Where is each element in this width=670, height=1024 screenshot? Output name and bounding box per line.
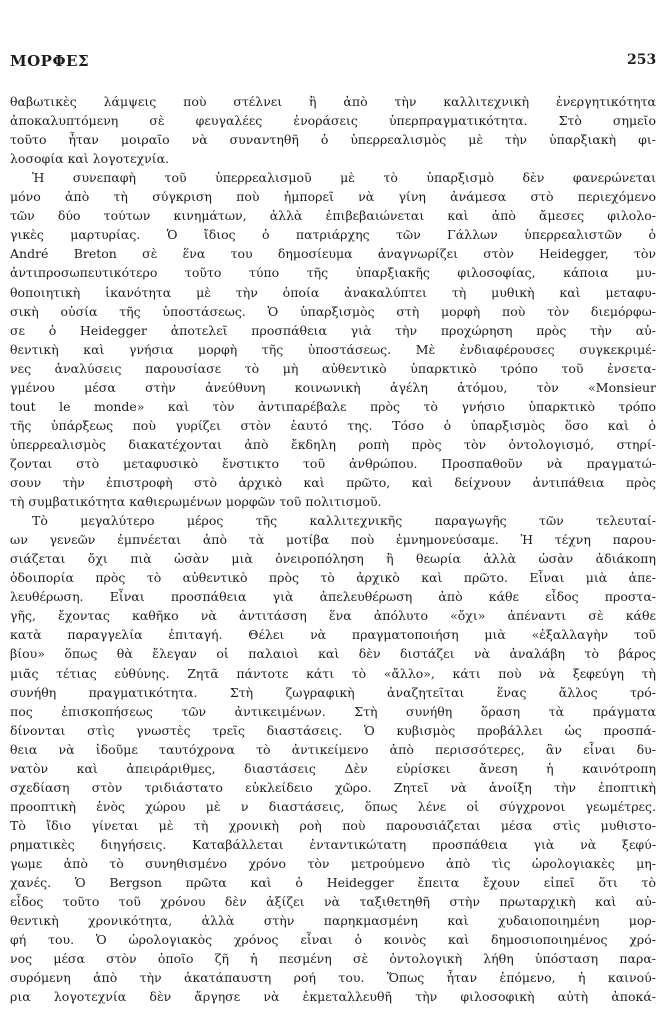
text-line: θαβωτικὲς λάμψεις ποὺ στέλνει ἢ ἀπὸ τὴν καλλιτεχνικὴ ἐνεργητικότητα — [10, 94, 656, 109]
text-line: ἀποκαλυπτόμενη σὲ φευγαλέες ἐνοράσεις ὑπερπραγματικότητα. Στὸ σημεῖο — [10, 113, 656, 129]
text-line: συρόμενη ἀπὸ τὴν ἀκατάπαυστη ροή του. Ὅπως ἦταν ἑπόμενο, ἡ καινού- — [10, 970, 656, 986]
text-line: κατὰ παραγγελία ἐπιταγή. Θέλει νὰ πραγματοποιήση μιὰ «ἐξαλλαγὴν τοῦ — [10, 627, 656, 643]
text-line: ὁδοιπορία πρὸς τὸ αὐθεντικὸ πρὸς τὸ ἀρχικὸ καὶ πρῶτο. Εἶναι μιὰ ἀπε- — [10, 570, 656, 586]
text-line: ζονται στὸ μεταφυσικὸ ἔνστικτο τοῦ ἀνθρώπου. Προσπαθοῦν νὰ πραγματώ- — [10, 455, 656, 471]
text-line: πος ἐπισκοπήσεως τῶν ἀντικειμένων. Στὴ συνήθη ὅραση τὰ πράγματα — [10, 703, 656, 719]
text-line: tout le monde» καὶ τὸν ἀντιπαρέβαλε πρὸς τὸ γνήσιο ὑπαρκτικὸ τρόπο — [10, 398, 656, 414]
text-line: σχεδίαση στὸν τριδιάστατο εὐκλείδειο χῶρο. Ζητεῖ νὰ ἀνοίξη τὴν ἐποπτικὴ — [10, 779, 656, 795]
text-line: γμένου μέσα στὴν ἀνεύθυνη κοινωνικὴ ἀγέλη ἀτόμου, τὸν «Monsieur — [10, 379, 656, 395]
text-line: σιάζεται ὄχι πιὰ ὡσὰν μιὰ ὀνειροπόληση ἢ θεωρία ἀλλὰ ὡσὰν ἀδιάκοπη — [10, 551, 656, 567]
text-line: ρια λογοτεχνία δὲν ἄργησε νὰ ἐκμεταλλευθῆ τὴν φιλοσοφικὴ αὐτὴ ἀποκά- — [10, 989, 656, 1005]
text-line: Τὸ ἴδιο γίνεται μὲ τὴ χρονικὴ ροὴ ποὺ παρουσιάζεται μέσα στὶς μυθιστο- — [10, 817, 656, 833]
text-line: τοῦτο ἦταν μοιραῖο νὰ συναντηθῆ ὁ ὑπερρεαλισμὸς μὲ τὴν ὑπαρξιακὴ φι- — [10, 132, 656, 148]
text-line: ὑπερρεαλισμὸς διακατέχονται ἀπὸ ἔκδηλη ροπὴ πρὸς τὸν ὀντολογισμό, στηρί- — [10, 436, 656, 452]
text-line: θεντικὴ χρονικότητα, ἀλλὰ στὴν παρηκμασμένη καὶ χυδαιοποιημένη μορ- — [10, 913, 656, 929]
text-line: γῆς, ἔχοντας καθῆκο νὰ ἀντιτάσση ἕνα ἀπόλυτο «ὄχι» ἀπέναντι σὲ κάθε — [10, 608, 656, 624]
text-line: φή του. Ὁ ὡρολογιακὸς χρόνος εἶναι ὁ κοινὸς καὶ δημοσιοποιημένος χρό- — [10, 932, 656, 948]
text-line: Τὸ μεγαλύτερο μέρος τῆς καλλιτεχνικῆς παραγωγῆς τῶν τελευταί- — [32, 513, 656, 529]
text-line: λευθέρωση. Εἶναι προσπάθεια γιὰ ἀπελευθέρωση ἀπὸ κάθε εἶδος προστα- — [10, 589, 656, 605]
text-line: θοποιητικὴ ἱκανότητα μὲ τὴν ὁποία ἀνακαλύπτει τὴ μυθικὴ καὶ μεταφυ- — [10, 284, 656, 300]
text-line: ρηματικὲς διηγήσεις. Καταβάλλεται ἐνταντικώτατη προσπάθεια γιὰ νὰ ξεφύ- — [10, 836, 656, 852]
text-line: γικὲς μαρτυρίας. Ὁ ἴδιος ὁ πατριάρχης τῶν Γάλλων ὑπερρεαλιστῶν ὁ — [10, 227, 656, 243]
text-line: γωμε ἀπὸ τὸ συνηθισμένο χρόνο τὸν μετρούμενο ἀπὸ τὶς ὡρολογιακὲς μη- — [10, 856, 656, 871]
text-line: θεντικὴ καὶ γνήσια μορφὴ τῆς ὑποστάσεως. Μὲ ἐνδιαφέρουσες συγκεκριμέ- — [10, 341, 656, 357]
text-line: μόνο ἀπὸ τὴ σύγκριση ποὺ ἠμπορεῖ νὰ γίνη ἀνάμεσα στὸ περιεχόμενο — [10, 189, 656, 205]
text-line: λοσοφία καὶ λογοτεχνία. — [10, 151, 170, 167]
text-line: τὴ συμβατικότητα καθιερωμένων μορφῶν τοῦ πολιτισμοῦ. — [10, 494, 382, 510]
text-line: André Breton σὲ ἕνα του δημοσίευμα ἀναγνωρίζει στὸν Heidegger, τὸν — [10, 246, 656, 262]
text-line: βίου» ὅπως θὰ ἔλεγαν οἱ παλαιοὶ καὶ δὲν διστάζει νὰ ἀναλάβη τὸ βάρος — [10, 646, 656, 662]
text-line: Ἡ συνεπαφὴ τοῦ ὑπερρεαλισμοῦ μὲ τὸ ὑπαρξισμὸ δὲν φανερώνεται — [32, 170, 656, 186]
text-line: χανές. Ὁ Bergson πρῶτα καὶ ὁ Heidegger ἔπειτα ἔχουν εἰπεῖ ὅτι τὸ — [10, 875, 656, 891]
text-line: εἶδος τοῦτο τοῦ χρόνου δὲν ἀξίζει νὰ ταξιθετηθῆ στὴν πρωταρχικὴ καὶ αὐ- — [10, 894, 656, 910]
text-line: σε ὁ Heidegger ἀποτελεῖ προσπάθεια γιὰ τὴν προχώρηση πρὸς τὴν αὐ- — [10, 322, 656, 338]
running-title: ΜΟΡΦΕΣ — [10, 52, 90, 70]
text-line: δίνονται στὶς γνωστὲς τρεῖς διαστάσεις. Ὁ κυβισμὸς προβάλλει ὡς προσπά- — [10, 722, 656, 738]
text-line: τῶν δύο τούτων κινημάτων, ἀλλὰ ἐπιβεβαιώνεται καὶ ἀπὸ ἄμεσες φιλολο- — [10, 208, 656, 224]
text-line: θεια νὰ ἰδοῦμε ταυτόχρονα τὸ ἀντικείμενο ἀπὸ περισσότερες, ἂν εἶναι δυ- — [10, 741, 656, 757]
text-line: σικὴ οὐσία τῆς ὑποστάσεως. Ὁ ὑπαρξισμὸς στὴ μορφὴ ποὺ τὸν διεμόρφω- — [10, 303, 656, 319]
text-line: τῆς ὑπάρξεως ποὺ γυρίζει στὸν ἑαυτό της. Τόσο ὁ ὑπαρξισμὸς ὅσο καὶ ὁ — [10, 417, 656, 433]
text-line: συνήθη πραγματικότητα. Στὴ ζωγραφικὴ ἀναζητεῖται ἕνας ἄλλος τρό- — [10, 684, 656, 700]
text-line: νατὸν καὶ ἀπειράριθμες, διαστάσεις Δὲν εὑρίσκει ἄνεση ἡ καινότροπη — [10, 760, 656, 776]
page-number: 253 — [627, 52, 657, 68]
text-line: νος μέσα στὸν ὁποῖο ζῆ ἡ πεσμένη σὲ ὀντολογικὴ λήθη ὑπόσταση παρα- — [10, 951, 656, 967]
text-line: ων γενεῶν ἐμπνέεται ἀπὸ τὰ μοτίβα ποὺ ἐμνημονεύσαμε. Ἡ τέχνη παρου- — [10, 532, 656, 548]
text-line: νες ἀναλύσεις παρουσίασε τὸ μὴ αὐθεντικὸ ὑπαρκτικὸ τρόπο τοῦ ἐνσετα- — [10, 360, 656, 376]
text-line: σουν τὴν ἐπιστροφὴ στὸ ἀρχικὸ καὶ πρῶτο, καὶ δείχνουν ἀντιπάθεια πρὸς — [10, 475, 656, 490]
text-line: προοπτικὴ ἑνὸς χώρου μὲ ν διαστάσεις, ὅπως λένε οἱ σύγχρονοι γεωμέτρες. — [10, 798, 656, 814]
text-line: μιᾶς τέτιας εὐθύνης. Ζητᾶ πάντοτε κάτι τὸ «ἄλλο», κάτι ποὺ νὰ ξεφεύγη τὴ — [10, 665, 656, 681]
text-line: ἀντιπροσωπευτικότερο τοῦτο τύπο τῆς ὑπαρξιακῆς φιλοσοφίας, κάποια μυ- — [10, 265, 656, 281]
